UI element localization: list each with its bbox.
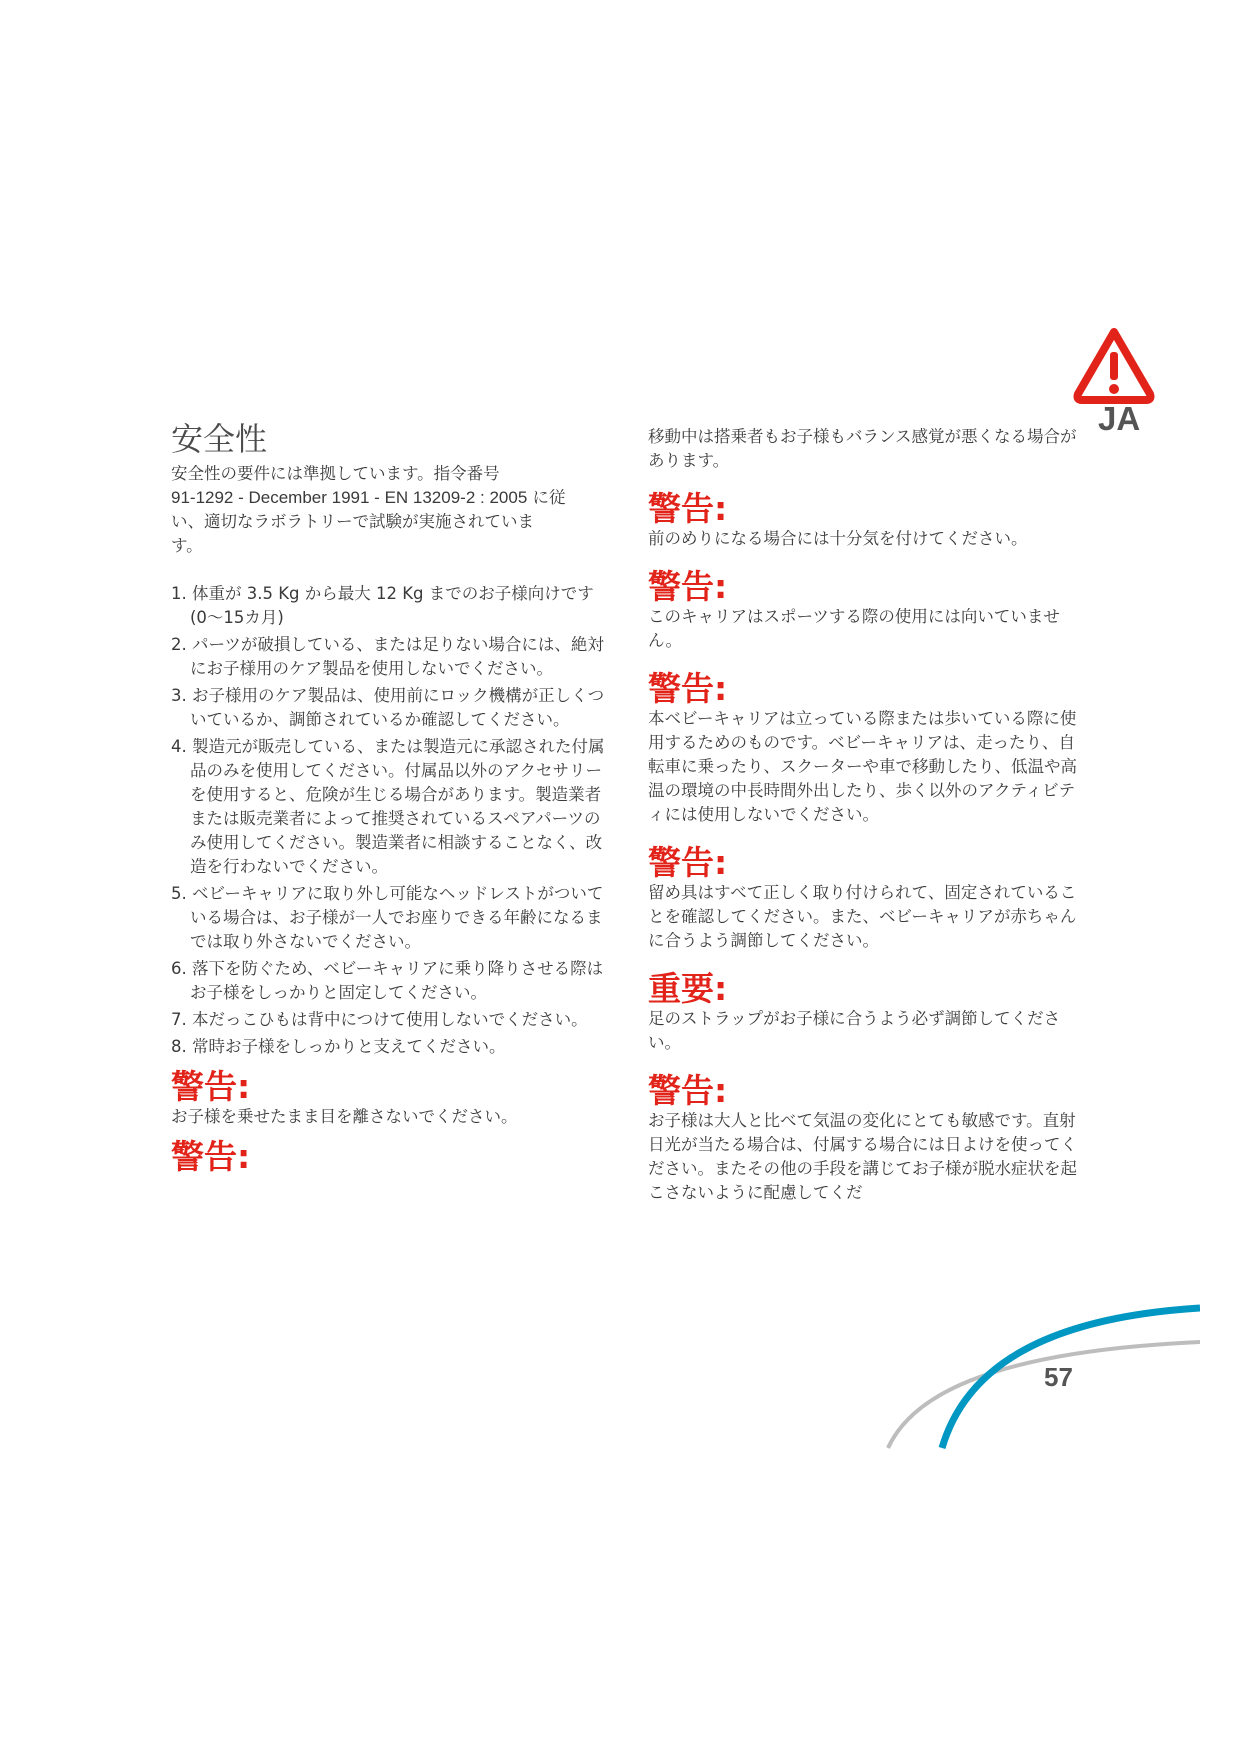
warning-heading: 警告: bbox=[171, 1067, 251, 1106]
warning-heading: 警告: bbox=[648, 843, 728, 882]
list-item: 5. ベビーキャリアに取り外し可能なヘッドレストがついている場合は、お子様が一人でお座りできる年齢になるまでは取り外さないでください。 bbox=[171, 884, 604, 951]
warning-text: 本ベビーキャリアは立っている際または歩いている際に使用するためのものです。ベビーキャリアは、走ったり、自転車に乗ったり、スクーターや車で移動したり、低温や高温の環境の中長時間外出したり、歩く以外のアクティビティには使用しないでください。 bbox=[648, 709, 1077, 824]
warning-text: このキャリアはスポーツする際の使用には向いていません。 bbox=[648, 607, 1060, 650]
list-item: 8. 常時お子様をしっかりと支えてください。 bbox=[171, 1037, 506, 1056]
standard-reference: 91-1292 - December 1991 - EN 13209-2 : 2005 bbox=[171, 488, 528, 507]
right-column bbox=[648, 425, 1078, 1223]
decorative-swoosh bbox=[870, 1290, 1200, 1450]
warning-heading: 警告: bbox=[648, 567, 728, 606]
page-number: 57 bbox=[1044, 1362, 1073, 1392]
important-text: 足のストラップがお子様に合うよう必ず調節してください。 bbox=[648, 1009, 1061, 1052]
warning-block bbox=[648, 1073, 1078, 1205]
list-item: 1. 体重が 3.5 Kg から最大 12 Kg までのお子様向けです (0〜15カ月) bbox=[171, 584, 594, 627]
warning-heading: 警告: bbox=[648, 489, 728, 528]
warning-heading: 警告: bbox=[648, 1071, 728, 1110]
warning-heading: 警告: bbox=[648, 669, 728, 708]
intro-paragraph bbox=[171, 462, 611, 558]
language-code: JA bbox=[1098, 400, 1141, 437]
warning-block bbox=[648, 845, 1078, 953]
section-title: 安全性 bbox=[171, 420, 268, 458]
intro-line-4: す。 bbox=[171, 536, 203, 555]
list-item: 6. 落下を防ぐため、ベビーキャリアに乗り降りさせる際はお子様をしっかりと固定してください。 bbox=[171, 959, 604, 1002]
warning-block bbox=[648, 671, 1078, 827]
continued-text-block bbox=[648, 425, 1078, 473]
left-column bbox=[171, 420, 611, 1175]
intro-line-3: い、適切なラボラトリーで試験が実施されていま bbox=[171, 512, 534, 531]
continued-text: 移動中は搭乗者もお子様もバランス感覚が悪くなる場合があります。 bbox=[648, 427, 1077, 470]
list-item: 2. パーツが破損している、または足りない場合には、絶対にお子様用のケア製品を使用しないでください。 bbox=[171, 635, 604, 678]
warning-heading: 警告: bbox=[171, 1137, 251, 1176]
warning-block bbox=[648, 491, 1078, 551]
warning-text: お子様は大人と比べて気温の変化にとても敏感です。直射日光が当たる場合は、付属する場合には日よけを使ってください。またその他の手段を講じてお子様が脱水症状を起こさないように配慮してくだ bbox=[648, 1111, 1077, 1202]
warning-text: 留め具はすべて正しく取り付けられて、固定されていることを確認してください。また、ベビーキャリアが赤ちゃんに合うよう調節してください。 bbox=[648, 883, 1077, 950]
important-block bbox=[648, 971, 1078, 1055]
safety-rules-list bbox=[171, 582, 611, 1059]
list-item: 7. 本だっこひもは背中につけて使用しないでください。 bbox=[171, 1010, 588, 1029]
warning-text: お子様を乗せたまま目を離さないでください。 bbox=[171, 1107, 518, 1126]
important-heading: 重要: bbox=[648, 969, 728, 1008]
intro-line-2-tail: に従 bbox=[532, 488, 566, 507]
list-item: 4. 製造元が販売している、または製造元に承認された付属品のみを使用してください。付属品以外のアクセサリーを使用すると、危険が生じる場合があります。製造業者または販売業者によって推奨されているスペアパーツのみ使用してください。製造業者に相談することなく、改造を行わないでください。 bbox=[171, 737, 605, 876]
warning-block bbox=[648, 569, 1078, 653]
warning-text: 前のめりになる場合には十分気を付けてください。 bbox=[648, 529, 1028, 548]
list-item: 3. お子様用のケア製品は、使用前にロック機構が正しくついているか、調節されているか確認してください。 bbox=[171, 686, 605, 729]
intro-line-1: 安全性の要件には準拠しています。指令番号 bbox=[171, 464, 500, 483]
